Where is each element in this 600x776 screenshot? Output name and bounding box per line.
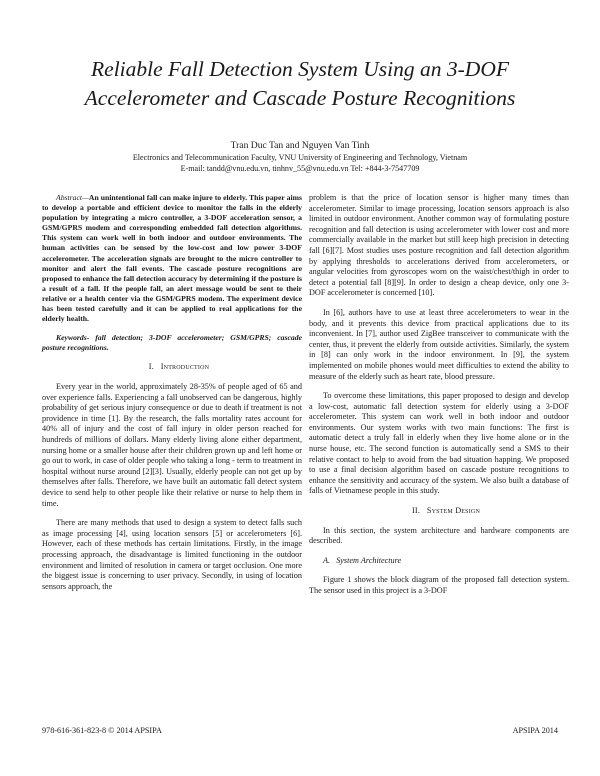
abstract bbox=[42, 193, 302, 324]
section-title: Introduction bbox=[160, 362, 210, 372]
paragraph: In [6], authors have to use at least three accelerometers to wear in the body, and it prevents this device from practical applications due to its inconvenient. In [7], author used ZigBee transceiver to communicate with the center, thus, it prevent the elderly from outside activities. Similarly, the system in [8] can only work in the indoor environment. In [9], the system implemented on mobile phones would meet difficulties to extend the ability to measure of the elderly such as heart rate, blood pressure. bbox=[309, 307, 569, 381]
section-heading-system-design bbox=[309, 506, 569, 517]
abstract-text: An unintentional fall can make injure to elderly. This paper aims to develop a portable and efficient device to monitor the falls in the elderly population by integrating a micro controller, a 3-DOF acceleration sensor, a GSM/GPRS modem and corresponding embedded fall detection algorithms. This system can work well in both indoor and outdoor environments. The human activities can be sensed by the low-cost and low power 3-DOF accelerometer. The acceleration signals are brought to the micro controller to monitor and alert the fall events. The cascade posture recognitions are proposed to enhance the fall detection accuracy by determining if the posture is a result of a fall. If the people fall, an alert message would be sent to their relative or a health center via the GSM/GPRS modem. The experiment device has been tested carefully and it can be applied to real applications for the elderly health. bbox=[42, 193, 302, 324]
paragraph: In this section, the system architecture and hardware components are described. bbox=[309, 525, 569, 546]
section-title: System Design bbox=[426, 506, 480, 516]
section-number: I. bbox=[148, 362, 154, 372]
paragraph: Figure 1 shows the block diagram of the proposed fall detection system. The sensor used in this project is a 3-DOF bbox=[309, 575, 569, 595]
footer-isbn: 978-616-361-823-8 © 2014 APSIPA bbox=[42, 726, 162, 735]
paper-authors: Tran Duc Tan and Nguyen Van Tinh bbox=[230, 140, 370, 151]
paragraph: Every year in the world, approximately 28-35% of people aged of 65 and over experience falls. Experiencing a fall unobserved can be dangerous, highly probability of get serious injury consequence or due to death if treatment is not providence in time [1]. By the research, the falls mortality rates account for 40% all of injury and the cost of fall injury in older person reached for hundreds of millions of dollars. Many elderly living alone either department, nursing home or a smaller house after their children grown up and left home or go out to work, in case of older people who taking a long - term to treatment in hospital without nurse around [2][3]. Usually, elderly people can not get up by themselves after falls. Therefore, we have built an automatic fall detect system device to send help to other people like their relative or nurse to help them in time. bbox=[42, 382, 302, 508]
section-heading-introduction bbox=[42, 362, 302, 373]
section-number: II. bbox=[412, 506, 421, 516]
paragraph: problem is that the price of location sensor is higher many times than accelerometer. Similar to image processing, location sensors approach is also limited in outdoor environment. Another common way of formulating posture recognition and fall detection is using accelerometer with lower cost and more commercially available in the market but still keep high precision in detecting fall [6][7]. Most studies uses posture recognition and fall detection algorithm by applying thresholds to accelerations derived from accelerometers, or angular velocities from gyroscopes worn on the waist/chest/thigh in order to detect a potential fall [8][9]. In order to design a cheap device, only one 3-DOF accelerometer is concerned [10]. bbox=[309, 193, 569, 298]
footer-conference: APSIPA 2014 bbox=[512, 726, 558, 735]
right-column bbox=[309, 193, 569, 606]
left-column bbox=[42, 193, 302, 601]
paragraph: There are many methods that used to design a system to detect falls such as image processing [4], using location sensors [5] or accelerometers [6]. However, each of these methods has certain limitations. Firstly, in the image processing approach, the disadvantage is limited functioning in the outdoor environment and limited of resolution in camera or target occlusion. One more the biggest issue is concerning to user privacy. Secondly, in using of location sensors approach, the bbox=[42, 518, 302, 591]
subsection-heading bbox=[309, 556, 569, 567]
keywords: Keywords- fall detection; 3-DOF accelerometer; GSM/GPRS; cascade posture recognitions. bbox=[42, 333, 302, 353]
paragraph: To overcome these limitations, this paper proposed to design and develop a low-cost, automatic fall detection system for elderly using a 3-DOF accelerometer. This system can work well in both indoor and outdoor environments. Our system works with two main functions: The first is automatic detect a truly fall in elderly when they live home alone or in the nurse house, etc. The second function is automatically send a SMS to their relative contact to help to avoid from the bad situation happing. We proposed to use a final decision algorithm based on cascade posture recognitions to enhance the sensitivity and accuracy of the system. We also built a database of falls of Vietnamese people in this study. bbox=[309, 391, 569, 496]
paper-title: Reliable Fall Detection System Using an 3-DOF Accelerometer and Cascade Posture Recognitions bbox=[84, 57, 516, 110]
paper-email: E-mail: tandd@vnu.edu.vn, tinhnv_55@vnu.edu.vn Tel: +844-3-7547709 bbox=[180, 164, 420, 173]
subsection-label: A. bbox=[323, 555, 331, 565]
paper-affiliation: Electronics and Telecommunication Faculty, VNU University of Engineering and Technology, Vietnam bbox=[132, 153, 468, 162]
subsection-title: System Architecture bbox=[336, 555, 402, 565]
abstract-label: Abstract— bbox=[56, 193, 89, 202]
